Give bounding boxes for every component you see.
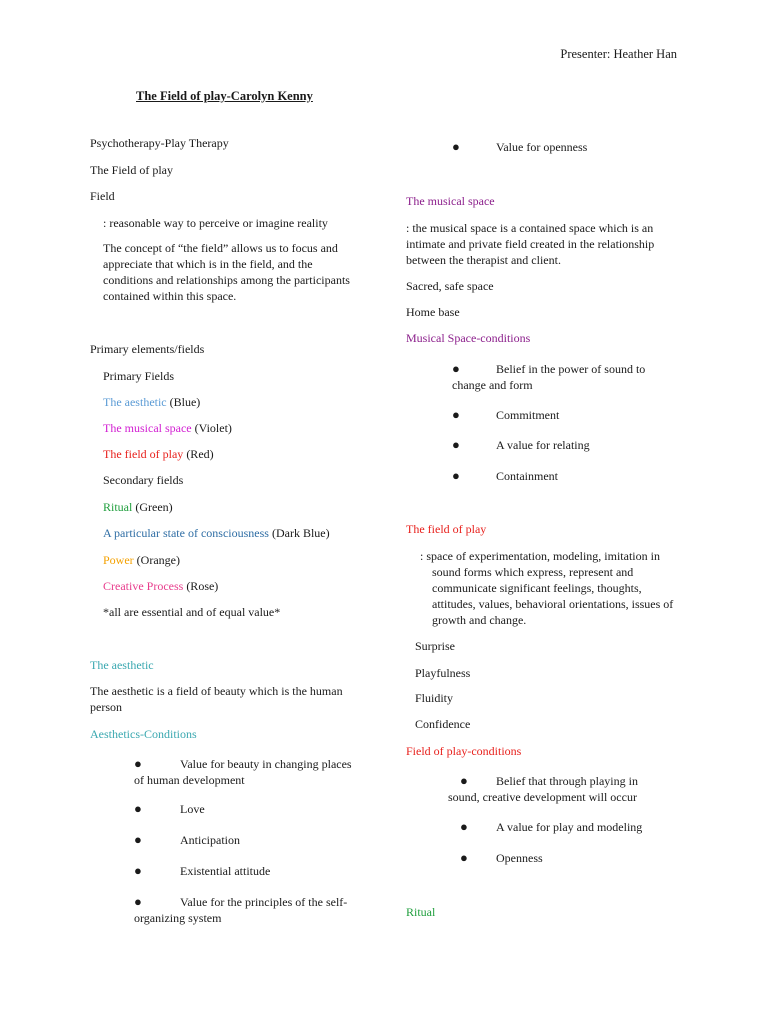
field-of-play-heading: The field of play bbox=[406, 522, 487, 536]
aesthetic-condition-text: Existential attitude bbox=[180, 864, 271, 878]
field-of-play-definition: : space of experimentation, modeling, imitation in sound forms which express, represent and communicate significant feelings, thoughts, attitudes, values, behavioral orientations, issues of growth and change. bbox=[420, 549, 674, 627]
musical-condition-text: A value for relating bbox=[496, 438, 590, 452]
musical-space-heading: The musical space bbox=[406, 194, 495, 208]
presenter-label: Presenter: Heather Han bbox=[560, 47, 677, 61]
aesthetic-name: The aesthetic bbox=[103, 395, 167, 409]
essential-note: *all are essential and of equal value* bbox=[103, 605, 281, 619]
aesthetic-condition-text: Anticipation bbox=[180, 833, 240, 847]
ritual-name: Ritual bbox=[103, 500, 133, 514]
home-base-line: Home base bbox=[406, 305, 460, 319]
play-name: The field of play bbox=[103, 447, 184, 461]
bullet-icon: ● bbox=[452, 468, 460, 483]
openness-value-text: Value for openness bbox=[496, 140, 588, 154]
field-list-aesthetic bbox=[103, 394, 200, 410]
musical-condition-text: Belief in the power of sound to change and form bbox=[452, 362, 646, 392]
surprise-line: Surprise bbox=[415, 639, 455, 653]
bullet-icon: ● bbox=[134, 863, 142, 878]
power-name: Power bbox=[103, 553, 134, 567]
field-list-power bbox=[103, 552, 180, 568]
field-list-ritual bbox=[103, 499, 173, 515]
playfulness-line: Playfulness bbox=[415, 666, 471, 680]
bullet-icon: ● bbox=[452, 437, 460, 452]
psychotherapy-line: Psychotherapy-Play Therapy bbox=[90, 136, 229, 150]
ritual-heading: Ritual bbox=[406, 905, 436, 919]
aesthetic-conditions-heading: Aesthetics-Conditions bbox=[90, 727, 197, 741]
play-condition-text: A value for play and modeling bbox=[496, 820, 643, 834]
bullet-icon: ● bbox=[452, 139, 460, 154]
bullet-icon: ● bbox=[452, 361, 460, 376]
musical-condition-text: Containment bbox=[496, 469, 558, 483]
primary-fields-label: Primary Fields bbox=[103, 369, 174, 383]
musical-conditions-heading: Musical Space-conditions bbox=[406, 331, 531, 345]
aesthetic-condition-text: Value for beauty in changing places of human development bbox=[134, 757, 352, 787]
play-condition-text: Belief that through playing in sound, creative development will occur bbox=[448, 774, 638, 804]
secondary-fields-label: Secondary fields bbox=[103, 473, 184, 487]
musical-color: (Violet) bbox=[194, 421, 232, 435]
state-color: (Dark Blue) bbox=[271, 526, 330, 540]
field-list-creative bbox=[103, 578, 218, 594]
creative-name: Creative Process bbox=[103, 579, 184, 593]
bullet-icon: ● bbox=[460, 819, 468, 834]
bullet-icon: ● bbox=[134, 756, 142, 771]
aesthetic-heading: The aesthetic bbox=[90, 658, 154, 672]
confidence-line: Confidence bbox=[415, 717, 471, 731]
play-color: (Red) bbox=[186, 447, 214, 461]
power-color: (Orange) bbox=[136, 553, 180, 567]
aesthetic-condition-text: Value for the principles of the self-organizing system bbox=[134, 895, 348, 925]
field-line: Field bbox=[90, 189, 115, 203]
bullet-icon: ● bbox=[134, 894, 142, 909]
bullet-icon: ● bbox=[134, 801, 142, 816]
bullet-icon: ● bbox=[460, 850, 468, 865]
document-title: The Field of play-Carolyn Kenny bbox=[136, 89, 313, 103]
aesthetic-condition-text: Love bbox=[180, 802, 205, 816]
aesthetic-definition: The aesthetic is a field of beauty which is the human person bbox=[90, 684, 343, 714]
creative-color: (Rose) bbox=[186, 579, 219, 593]
musical-condition-text: Commitment bbox=[496, 408, 560, 422]
primary-elements-heading: Primary elements/fields bbox=[90, 342, 205, 356]
musical-name: The musical space bbox=[103, 421, 192, 435]
fluidity-line: Fluidity bbox=[415, 691, 454, 705]
bullet-icon: ● bbox=[460, 773, 468, 788]
field-definition: : reasonable way to perceive or imagine reality bbox=[103, 216, 328, 230]
play-conditions-heading: Field of play-conditions bbox=[406, 744, 522, 758]
ritual-color: (Green) bbox=[135, 500, 173, 514]
state-name: A particular state of consciousness bbox=[103, 526, 269, 540]
field-list-play bbox=[103, 446, 214, 462]
field-list-state bbox=[103, 525, 330, 541]
play-condition-text: Openness bbox=[496, 851, 543, 865]
aesthetic-color: (Blue) bbox=[169, 395, 201, 409]
field-of-play-line: The Field of play bbox=[90, 163, 173, 177]
field-list-musical bbox=[103, 420, 232, 436]
bullet-icon: ● bbox=[134, 832, 142, 847]
bullet-icon: ● bbox=[452, 407, 460, 422]
field-concept: The concept of “the field” allows us to focus and appreciate that which is in the field, and the conditions and relationships among the participants contained within this space. bbox=[103, 241, 350, 303]
musical-space-definition: : the musical space is a contained space which is an intimate and private field created in the relationship between the therapist and client. bbox=[406, 221, 655, 267]
sacred-space-line: Sacred, safe space bbox=[406, 279, 494, 293]
